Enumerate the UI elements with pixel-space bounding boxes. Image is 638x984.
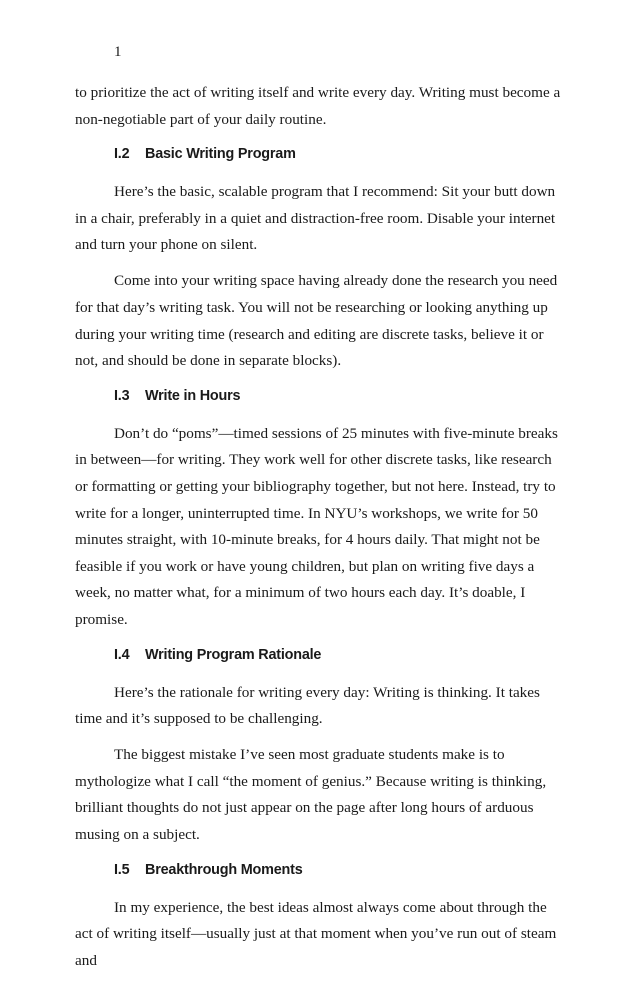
paragraph: The biggest mistake I’ve seen most graduate students make is to mythologize what I call “the moment of genius.” Because writing is thinking, brilliant thoughts do not just appear on the page after long hours of arduous musing on a subject. bbox=[75, 746, 547, 844]
section-heading-basic-writing-program bbox=[114, 143, 565, 165]
paragraph: In my experience, the best ideas almost always come about through the act of writing itself—usually just at that moment when you’ve run out of steam and bbox=[75, 898, 557, 969]
paragraph: Here’s the rationale for writing every day: Writing is thinking. It takes time and it’s supposed to be challenging. bbox=[75, 683, 540, 728]
paragraph: Here’s the basic, scalable program that I recommend: Sit your butt down in a chair, preferably in a quiet and distraction-free room. Disable your internet and turn your phone on silent. bbox=[75, 183, 556, 254]
paragraph: to prioritize the act of writing itself and write every day. Writing must become a non-negotiable part of your daily routine. bbox=[75, 84, 561, 128]
section-title: Write in Hours bbox=[145, 387, 241, 404]
document-body bbox=[75, 80, 565, 984]
section-title: Basic Writing Program bbox=[145, 146, 296, 163]
section-heading-writing-program-rationale bbox=[114, 644, 565, 666]
section-number: I.4 bbox=[114, 646, 130, 663]
page-number: 1 bbox=[114, 44, 122, 60]
section-number: I.2 bbox=[114, 146, 130, 163]
section-title: Breakthrough Moments bbox=[145, 861, 303, 878]
section-title: Writing Program Rationale bbox=[145, 646, 322, 663]
section-heading-breakthrough-moments bbox=[114, 859, 565, 881]
section-number: I.5 bbox=[114, 861, 130, 878]
section-number: I.3 bbox=[114, 387, 130, 404]
paragraph: Come into your writing space having already done the research you need for that day’s writing task. You will not be researching or looking anything up during your writing time (research and editing are discrete tasks, believe it or not, and should be done in separate blocks). bbox=[75, 272, 558, 370]
section-heading-write-in-hours bbox=[114, 385, 565, 407]
paragraph: Don’t do “poms”—timed sessions of 25 minutes with five-minute breaks in between—for writing. They work well for other discrete tasks, like research or formatting or getting your bibliography together, but not here. Instead, try to write for a longer, uninterrupted time. In NYU’s workshops, we write for 50 minutes straight, with 10-minute breaks, for 4 hours daily. That might not be feasible if you work or have young children, but plan on writing five days a week, no matter what, for a minimum of two hours each day. It’s doable, I promise. bbox=[75, 424, 558, 628]
